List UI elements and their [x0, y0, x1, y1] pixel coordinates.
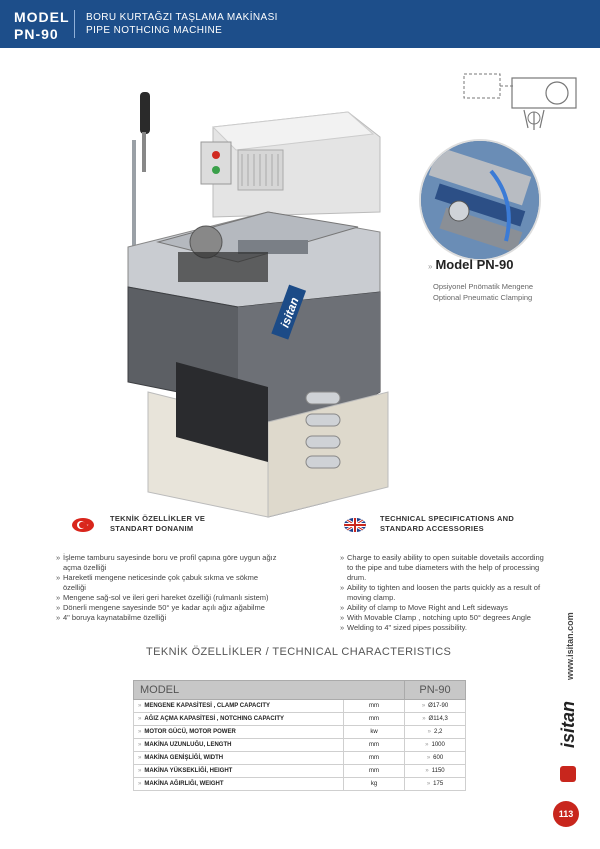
list-item: » Ability to tighten and loosen the parts quickly as a result of	[340, 583, 565, 593]
side-logo: isitan	[558, 700, 578, 748]
model-code: PN-90	[14, 26, 59, 42]
specs-tr-heading-1: TEKNİK ÖZELLİKLER VE	[110, 514, 206, 523]
table-header-row	[134, 681, 466, 700]
header-divider	[74, 10, 75, 38]
col-pn-header: PN-90	[405, 681, 466, 700]
specs-tr-heading-2: STANDART DONANIM	[110, 524, 194, 533]
list-item: açma özelliği	[63, 563, 107, 572]
tech-characteristics-title: TEKNİK ÖZELLİKLER / TECHNICAL CHARACTERISTICS	[146, 646, 452, 658]
option-caption-tr: Opsiyonel Pnömatik Mengene	[433, 282, 534, 291]
spec-table	[133, 680, 466, 791]
list-item: to the pipe and tube diameters with the help of processing	[347, 563, 540, 572]
spec-unit: mm	[344, 739, 405, 752]
spec-value: » 600	[405, 752, 466, 765]
specs-en-list	[340, 553, 565, 633]
specs-en-heading	[380, 514, 514, 534]
spec-unit: mm	[344, 713, 405, 726]
list-item: moving clamp.	[347, 593, 396, 602]
table-row	[134, 765, 466, 778]
pneumatic-clamp-photo	[419, 139, 541, 261]
list-item: » İşleme tamburu sayesinde boru ve profil çapına göre uygun ağız	[56, 553, 336, 563]
spec-label: » MENGENE KAPASİTESİ , CLAMP CAPACITY	[134, 700, 344, 713]
list-item: » Hareketli mengene neticesinde çok çabuk sıkma ve sökme	[56, 573, 336, 583]
spec-value-text: 1000	[431, 742, 445, 748]
spec-value-text: 175	[433, 781, 444, 787]
spec-value-text: 600	[433, 755, 444, 761]
specs-tr-list	[56, 553, 336, 623]
list-item: » Dönerli mengene sayesinde 50° ye kadar açılı ağız ağabilme	[56, 603, 336, 613]
header-title-en: PIPE NOTHCING MACHINE	[86, 25, 223, 36]
spec-label: » MOTOR GÜCÜ, MOTOR POWER	[134, 726, 344, 739]
spec-label: » MAKİNA YÜKSEKLİĞİ, HEIGHT	[134, 765, 344, 778]
specs-en-heading-2: STANDARD ACCESSORIES	[380, 524, 484, 533]
spec-label-text: MAKİNA UZUNLUĞU, LENGTH	[144, 742, 232, 748]
machine-photo	[118, 92, 408, 522]
uk-flag-icon	[344, 518, 366, 532]
spec-value: » 175	[405, 778, 466, 791]
model-label: MODEL	[14, 9, 70, 25]
option-model-title: » Model PN-90	[428, 257, 514, 272]
list-item: » Mengene sağ-sol ve ileri geri hareket özelliği (rulmanlı sistem)	[56, 593, 336, 603]
brand-badge-icon	[560, 766, 576, 782]
spec-label: » AĞIZ AÇMA KAPASİTESİ , NOTCHING CAPACITY	[134, 713, 344, 726]
specs-en-heading-1: TECHNICAL SPECIFICATIONS AND	[380, 514, 515, 523]
clamp-icon	[462, 72, 582, 134]
specs-tr-heading	[110, 514, 205, 534]
list-item: » With Movable Clamp , notching upto 50° degrees Angle	[340, 613, 565, 623]
list-item: » 4" boruya kaynatabilme özelliği	[56, 613, 336, 623]
spec-label-text: MOTOR GÜCÜ, MOTOR POWER	[144, 729, 236, 735]
spec-label: » MAKİNA GENİŞLİĞİ, WIDTH	[134, 752, 344, 765]
spec-value: » 1150	[405, 765, 466, 778]
spec-label-text: AĞIZ AÇMA KAPASİTESİ , NOTCHING CAPACITY	[144, 716, 285, 722]
spec-label-text: MAKİNA AĞIRLIĞI, WEIGHT	[144, 781, 224, 787]
table-row	[134, 713, 466, 726]
spec-label-text: MAKİNA YÜKSEKLİĞİ, HEIGHT	[144, 768, 233, 774]
spec-value: » 2,2	[405, 726, 466, 739]
table-row	[134, 739, 466, 752]
list-item: » Welding to 4" sized pipes possibility.	[340, 623, 565, 633]
page-header	[0, 0, 600, 48]
spec-value: » 1000	[405, 739, 466, 752]
machine-brand-plate: isitan	[277, 295, 302, 330]
spec-value: » Ø17-90	[405, 700, 466, 713]
side-website: www.isitan.com	[565, 612, 575, 680]
table-row	[134, 726, 466, 739]
list-item: » Charge to easily ability to open suitable dovetails according	[340, 553, 565, 563]
spec-value-text: 1150	[431, 768, 445, 774]
spec-unit: kw	[344, 726, 405, 739]
spec-label-text: MENGENE KAPASİTESİ , CLAMP CAPACITY	[144, 703, 271, 709]
spec-value-text: Ø17-90	[428, 703, 449, 709]
header-title-tr: BORU KURTAĞZI TAŞLAMA MAKİNASI	[86, 12, 278, 23]
list-item: drum.	[347, 573, 367, 582]
list-item: özelliği	[63, 583, 86, 592]
list-item: » Ability of clamp to Move Right and Left sideways	[340, 603, 565, 613]
table-row	[134, 778, 466, 791]
spec-label: » MAKİNA UZUNLUĞU, LENGTH	[134, 739, 344, 752]
spec-label: » MAKİNA AĞIRLIĞI, WEIGHT	[134, 778, 344, 791]
col-model-header: MODEL	[134, 681, 405, 700]
option-model-text: Model PN-90	[435, 257, 514, 272]
option-caption-en: Optional Pneumatic Clamping	[433, 293, 533, 302]
spec-label-text: MAKİNA GENİŞLİĞİ, WIDTH	[144, 755, 224, 761]
spec-value-text: Ø114,3	[428, 716, 448, 722]
spec-value: » Ø114,3	[405, 713, 466, 726]
page-number: 113	[553, 801, 579, 827]
spec-unit: mm	[344, 765, 405, 778]
spec-value-text: 2,2	[434, 729, 443, 735]
spec-unit: mm	[344, 700, 405, 713]
turkish-flag-icon	[72, 518, 94, 532]
table-row	[134, 752, 466, 765]
spec-unit: mm	[344, 752, 405, 765]
spec-unit: kg	[344, 778, 405, 791]
table-row	[134, 700, 466, 713]
